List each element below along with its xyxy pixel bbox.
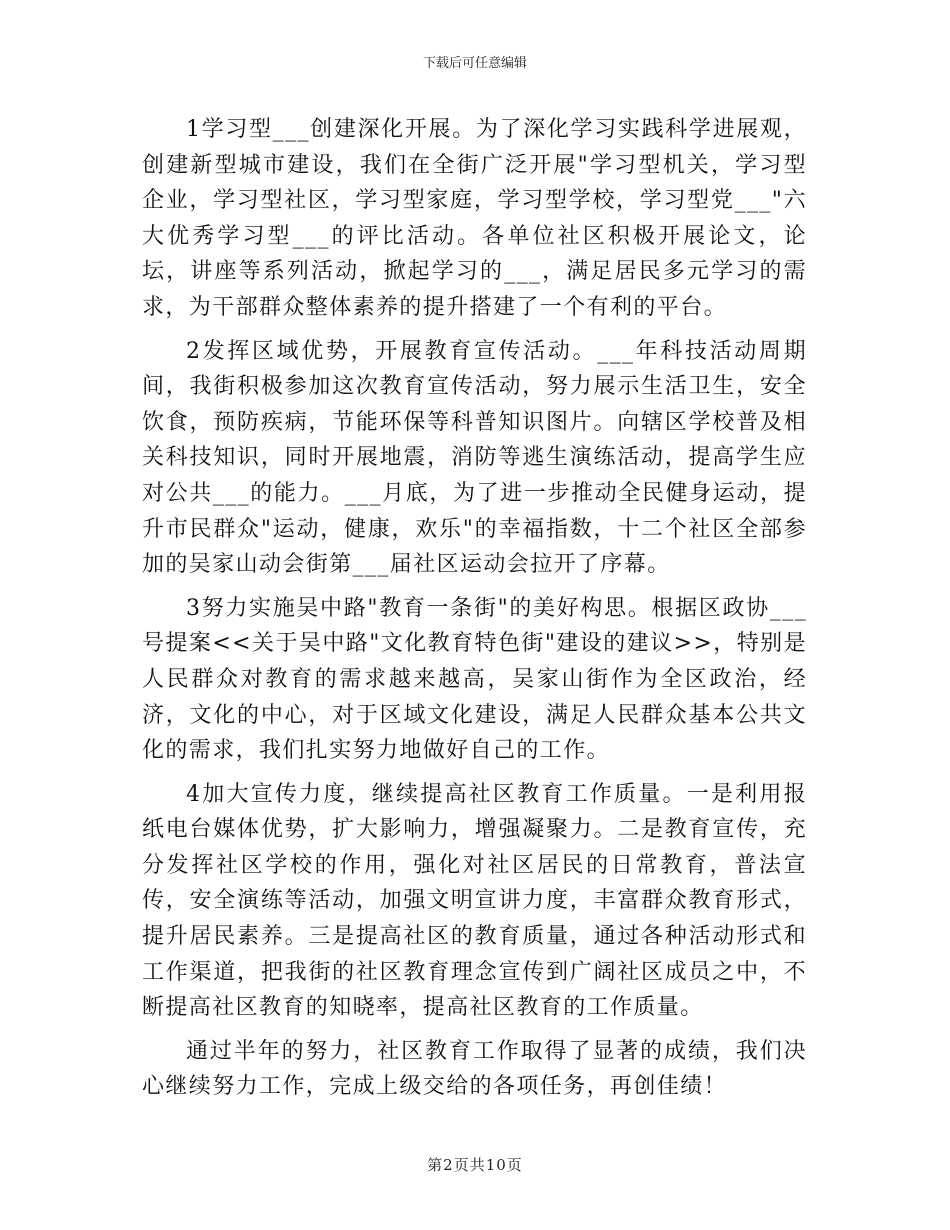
document-body: [142, 112, 807, 1113]
paragraph-publicity: 4加大宣传力度，继续提高社区教育工作质量。一是利用报纸电台媒体优势，扩大影响力，增强凝聚力。二是教育宣传，充分发挥社区学校的作用，强化对社区居民的日常教育，普法宣传，安全演练等活动，加强文明宣讲力度，丰富群众教育形式，提升居民素养。三是提高社区的教育质量，通过各种活动形式和工作渠道，把我街的社区教育理念宣传到广阔社区成员之中，不断提高社区教育的知晓率，提高社区教育的工作质量。: [142, 781, 807, 1021]
page-header: 下载后可任意编辑: [422, 56, 527, 71]
paragraph-conclusion: 通过半年的努力，社区教育工作取得了显著的成绩，我们决心继续努力工作，完成上级交给的各项任务，再创佳绩！: [142, 1038, 807, 1100]
page-footer: 第2页共10页: [427, 1156, 523, 1174]
paragraph-learning-type: 1学习型___创建深化开展。为了深化学习实践科学进展观，创建新型城市建设，我们在全街广泛开展"学习型机关，学习型企业，学习型社区，学习型家庭，学习型学校，学习型党___"六大优秀学习型___的评比活动。各单位社区积极开展论文，论坛，讲座等系列活动，掀起学习的___，满足居民多元学习的需求，为干部群众整体素养的提升搭建了一个有利的平台。: [142, 117, 807, 320]
paragraph-regional-advantage: 2发挥区域优势，开展教育宣传活动。___年科技活动周期间，我街积极参加这次教育宣传活动，努力展示生活卫生，安全饮食，预防疾病，节能环保等科普知识图片。向辖区学校普及相关科技知识，同时开展地震，消防等逃生演练活动，提高学生应对公共___的能力。___月底，为了进一步推动全民健身运动，提升市民群众"运动，健康，欢乐"的幸福指数，十二个社区全部参加的吴家山动会街第___届社区运动会拉开了序幕。: [142, 338, 807, 578]
paragraph-education-street: 3努力实施吴中路"教育一条街"的美好构思。根据区政协___号提案<<关于吴中路"文化教育特色街"建设的建议>>，特别是人民群众对教育的需求越来越高，吴家山街作为全区政治，经济，文化的中心，对于区域文化建设，满足人民群众基本公共文化的需求，我们扎实努力地做好自己的工作。: [142, 595, 807, 764]
